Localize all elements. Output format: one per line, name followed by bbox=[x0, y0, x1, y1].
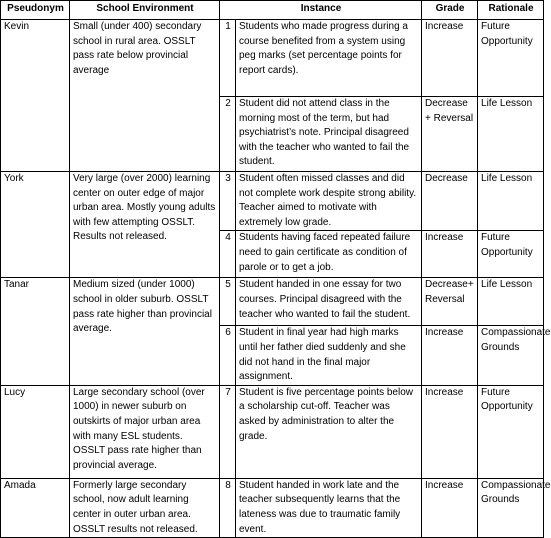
header-rationale: Rationale bbox=[478, 1, 544, 20]
instance-number-cell: 6 bbox=[220, 326, 236, 385]
rationale-cell: Compassionate Grounds bbox=[478, 326, 544, 385]
table-row bbox=[1, 20, 544, 97]
rationale-cell: Compassionate Grounds bbox=[478, 478, 544, 537]
header-grade: Grade bbox=[422, 1, 478, 20]
instance-cell: Student is five percentage points below a scholarship cut-off. Teacher was asked by administration to alter the grade. bbox=[236, 385, 422, 478]
header-row bbox=[1, 1, 544, 20]
grade-cell: Increase bbox=[422, 385, 478, 478]
rationale-cell: Future Opportunity bbox=[478, 385, 544, 478]
school-environment-cell: Small (under 400) secondary school in rural area. OSSLT pass rate below provincial average bbox=[70, 20, 220, 172]
pseudonym-cell: Tanar bbox=[1, 278, 70, 385]
grade-cell: Decrease + Reversal bbox=[422, 97, 478, 172]
instance-cell: Students who made progress during a course benefited from a system using peg marks (set percentage points for report cards). bbox=[236, 20, 422, 97]
grade-cell: Increase bbox=[422, 478, 478, 537]
table-row bbox=[1, 172, 544, 231]
pseudonym-cell: Lucy bbox=[1, 385, 70, 478]
school-environment-cell: Large secondary school (over 1000) in newer suburb on outskirts of major urban area with many ESL students. OSSLT pass rate higher than provincial average. bbox=[70, 385, 220, 478]
table-row bbox=[1, 385, 544, 478]
rationale-cell: Future Opportunity bbox=[478, 231, 544, 278]
school-environment-cell: Very large (over 2000) learning center on outer edge of major urban area. Mostly young adults with few attempting OSSLT. Results not released. bbox=[70, 172, 220, 278]
school-environment-cell: Medium sized (under 1000) school in older suburb. OSSLT pass rate higher than provincial average. bbox=[70, 278, 220, 385]
instance-number-cell: 7 bbox=[220, 385, 236, 478]
rationale-cell: Life Lesson bbox=[478, 172, 544, 231]
table-row bbox=[1, 278, 544, 326]
pseudonym-cell: Kevin bbox=[1, 20, 70, 172]
header-pseudonym: Pseudonym bbox=[1, 1, 70, 20]
header-instance: Instance bbox=[220, 1, 422, 20]
instance-number-cell: 2 bbox=[220, 97, 236, 172]
rationale-cell: Life Lesson bbox=[478, 278, 544, 326]
pseudonym-cell: Amada bbox=[1, 478, 70, 537]
grade-cell: Increase bbox=[422, 231, 478, 278]
instance-number-cell: 1 bbox=[220, 20, 236, 97]
table-row bbox=[1, 478, 544, 537]
pseudonym-cell: York bbox=[1, 172, 70, 278]
rationale-cell: Life Lesson bbox=[478, 97, 544, 172]
header-school-environment: School Environment bbox=[70, 1, 220, 20]
instance-number-cell: 3 bbox=[220, 172, 236, 231]
instance-cell: Student handed in work late and the teacher subsequently learns that the lateness was due to traumatic family event. bbox=[236, 478, 422, 537]
instance-cell: Students having faced repeated failure need to gain certificate as condition of parole or to get a job. bbox=[236, 231, 422, 278]
grade-cell: Increase bbox=[422, 326, 478, 385]
instance-cell: Student often missed classes and did not complete work despite strong ability. Teacher aimed to motivate with extremely low grade. bbox=[236, 172, 422, 231]
instance-cell: Student did not attend class in the morning most of the term, but had psychiatrist’s note. Principal disagreed with the teacher who wanted to fail the student. bbox=[236, 97, 422, 172]
instance-cell: Student handed in one essay for two courses. Principal disagreed with the teacher who wanted to fail the student. bbox=[236, 278, 422, 326]
grade-cell: Increase bbox=[422, 20, 478, 97]
rationale-cell: Future Opportunity bbox=[478, 20, 544, 97]
instance-number-cell: 4 bbox=[220, 231, 236, 278]
instance-cell: Student in final year had high marks until her father died suddenly and she did not hand in the final major assignment. bbox=[236, 326, 422, 385]
grade-cell: Decrease+ Reversal bbox=[422, 278, 478, 326]
instance-number-cell: 8 bbox=[220, 478, 236, 537]
grade-cell: Decrease bbox=[422, 172, 478, 231]
school-environment-cell: Formerly large secondary school, now adult learning center in outer urban area. OSSLT results not released. bbox=[70, 478, 220, 537]
instance-number-cell: 5 bbox=[220, 278, 236, 326]
